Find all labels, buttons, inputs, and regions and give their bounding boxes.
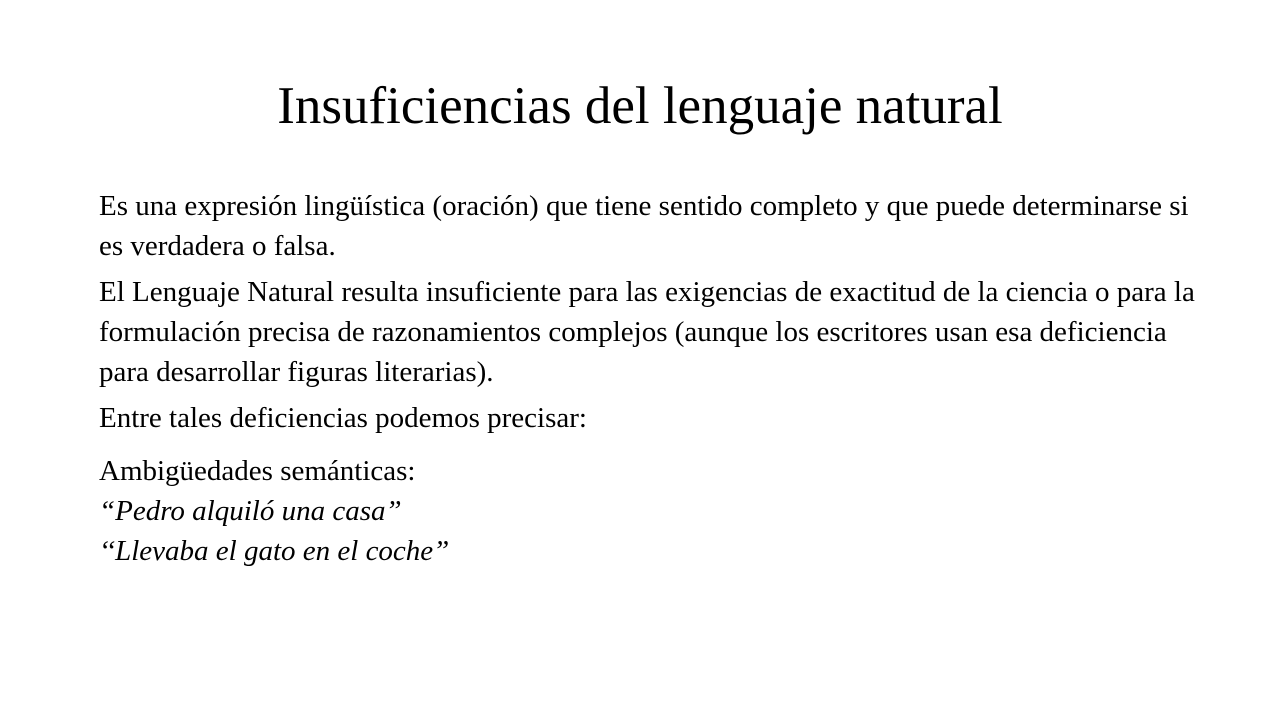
slide-title: Insuficiencias del lenguaje natural <box>277 77 1003 135</box>
example-line-2: ‘‘Llevaba el gato en el coche” <box>99 535 450 567</box>
example-line-1: “Pedro alquiló una casa” <box>99 495 402 527</box>
paragraph-definition: Es una expresión lingüística (oración) que tiene sentido completo y que puede determinarse si es verdadera o falsa. <box>99 190 1189 262</box>
slide-body <box>99 186 1219 571</box>
paragraph-deficiencies-intro: Entre tales deficiencias podemos precisar: <box>99 402 587 434</box>
paragraph-insufficiency: El Lenguaje Natural resulta insuficiente para las exigencias de exactitud de la ciencia o para la formulación precisa de razonamientos complejos (aunque los escritores usan esa deficiencia para desarrollar figuras literarias). <box>99 276 1195 388</box>
examples-heading: Ambigüedades semánticas: <box>99 455 416 487</box>
semantic-ambiguity-examples <box>99 451 1219 571</box>
